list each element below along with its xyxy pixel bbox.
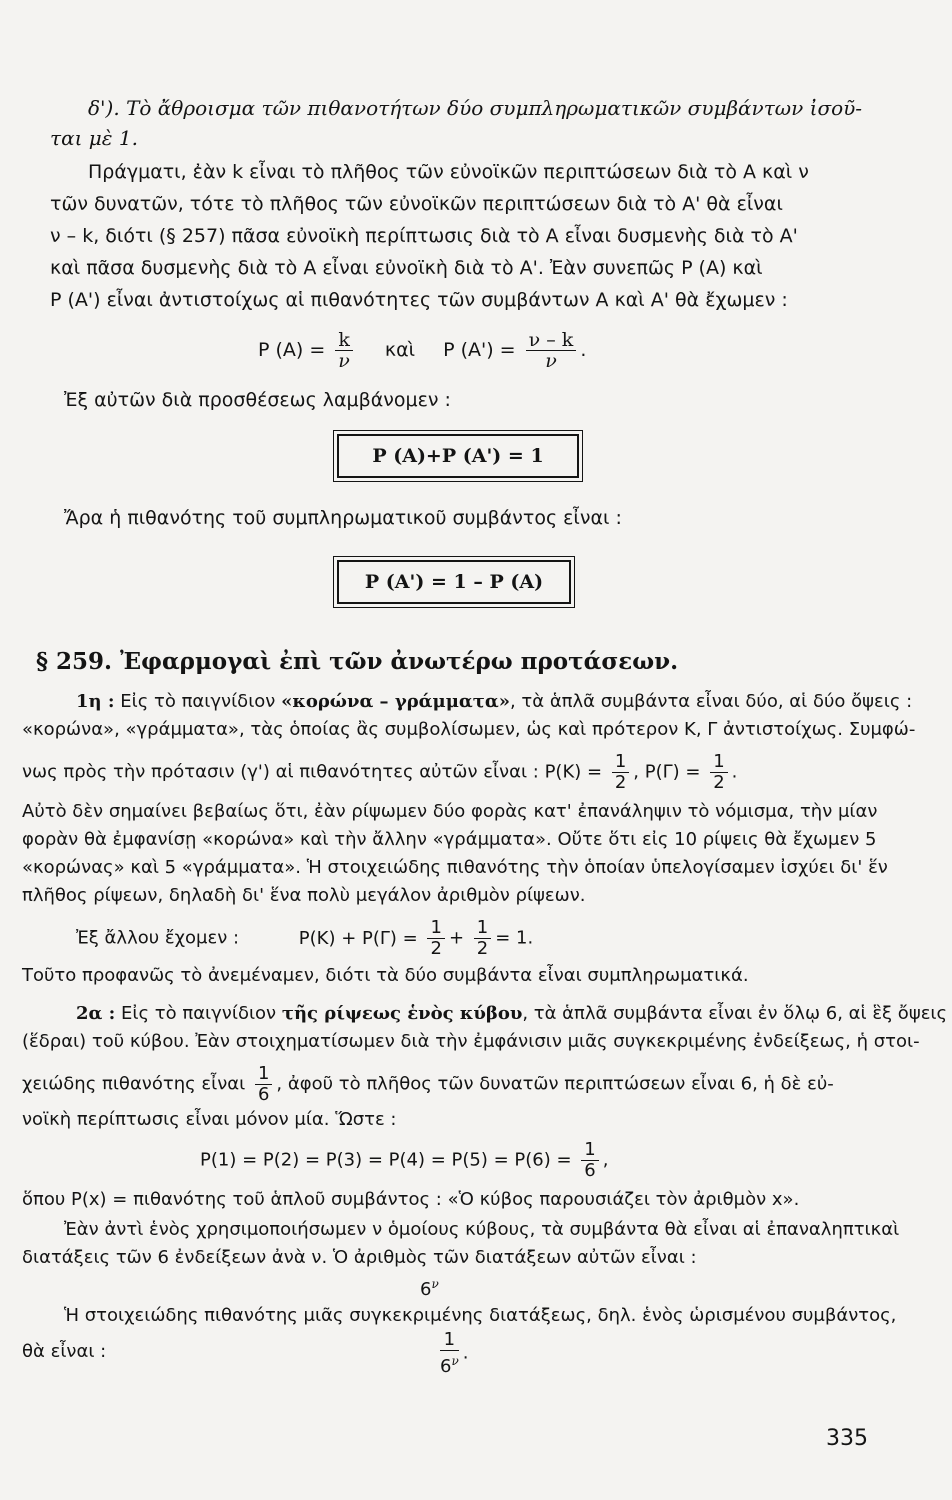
app2-text: Εἰς τὸ παιγνίδιον <box>121 1003 277 1024</box>
app2-line-6: Ἐὰν ἀντὶ ἑνὸς χρησιμοποιήσωμεν ν ὁμοίους κύβους, τὰ συμβάντα θὰ εἶναι αἱ ἐπαναληπτικαὶ <box>64 1219 900 1240</box>
frac-den <box>440 1351 459 1377</box>
app2-line-1 <box>76 1002 947 1026</box>
frac-den: ν <box>545 350 557 372</box>
page-number: 335 <box>826 1426 868 1451</box>
frac-num: 1 <box>710 752 727 773</box>
app1-line-2: «κορώνα», «γράμματα», τὰς ὁποίας ἂς συμβολίσωμεν, ὡς καὶ πρότερον Κ, Γ ἀντιστοίχως. Συμφώ- <box>22 719 916 740</box>
app1-number: 1η : <box>76 691 115 712</box>
app1-text: . <box>731 761 738 783</box>
fraction-one-half <box>427 918 444 959</box>
equation-pa <box>258 330 586 371</box>
frac-num: 1 <box>440 1330 459 1351</box>
app1-line-4: Αὐτὸ δὲν σημαίνει βεβαίως ὅτι, ἐὰν ρίψωμεν δύο φορὰς κατ' ἐπανάληψιν τὸ νόμισμα, τὴν μίαν <box>22 801 878 822</box>
fraction-nu-minus-k <box>526 330 577 371</box>
frac-den: 6 <box>584 1160 596 1181</box>
app2-text: , ἀφοῦ τὸ πλῆθος τῶν δυνατῶν περιπτώσεων εἶναι 6, ἡ δὲ εὐ- <box>276 1073 834 1095</box>
conclusion-line: Ἄρα ἡ πιθανότης τοῦ συμπληρωματικοῦ συμβάντος εἶναι : <box>64 507 622 529</box>
dice-eq-text: P(1) = P(2) = P(3) = P(4) = P(5) = P(6) = <box>200 1149 572 1171</box>
app1-text: = 1. <box>495 927 534 949</box>
app1-text: + <box>448 927 465 949</box>
eq-and: καὶ <box>384 339 416 361</box>
power-exponent: ν <box>431 1277 439 1291</box>
app2-line-7: διατάξεις τῶν 6 ἐνδείξεων ἀνὰ ν. Ὁ ἀριθμὸς τῶν διατάξεων αὐτῶν εἶναι : <box>22 1247 697 1268</box>
app1-line-7: πλῆθος ρίψεων, δηλαδὴ δι' ἕνα πολὺ μεγάλον ἀριθμὸν ρίψεων. <box>22 885 586 906</box>
frac-den: 2 <box>476 938 489 959</box>
app1-text: P(K) + P(Γ) = <box>298 927 418 949</box>
dice-eq-end: , <box>602 1149 609 1171</box>
power-base: 6 <box>420 1279 432 1300</box>
fraction-one-over-six-nu <box>436 1330 468 1377</box>
frac-den: 2 <box>614 772 627 793</box>
app1-text: Ἐξ ἄλλου ἔχομεν : <box>76 927 240 949</box>
app1-text: , τὰ ἁπλᾶ συμβάντα εἶναι δύο, αἱ δύο ὄψεις : <box>509 691 913 712</box>
frac-num: ν – k <box>526 330 577 351</box>
app1-line-5: φορὰν θὰ ἐμφανίσῃ «κορώνα» καὶ τὴν ἄλλην «γράμματα». Οὔτε ὅτι εἰς 10 ρίψεις θὰ ἔχωμεν 5 <box>22 829 877 850</box>
boxed-formula-complement: P (A') = 1 – P (A) <box>337 560 571 604</box>
app1-line-8 <box>76 918 533 959</box>
item-d-label: δ'). <box>88 96 120 120</box>
proof-line-4: καὶ πᾶσα δυσμενὴς διὰ τὸ Α εἶναι εὐνοϊκὴ διὰ τὸ Α'. Ἐὰν συνεπῶς P (A) καὶ <box>50 257 763 279</box>
proof-line-2: τῶν δυνατῶν, τότε τὸ πλῆθος τῶν εὐνοϊκῶν περιπτώσεων διὰ τὸ Α' θὰ εἶναι <box>50 193 783 215</box>
power-six-nu <box>420 1272 439 1302</box>
final-end: . <box>462 1342 469 1364</box>
frac-num: 1 <box>255 1064 272 1085</box>
eq-pa-left: P (A) = <box>258 339 326 361</box>
item-d-line1 <box>88 96 862 120</box>
eq-pa-prime-left: P (A') = <box>443 339 516 361</box>
app2-line-5: ὅπου P(x) = πιθανότης τοῦ ἁπλοῦ συμβάντος : «Ὁ κύβος παρουσιάζει τὸν ἀριθμὸν x». <box>22 1189 800 1210</box>
proof-line-5: P (A') εἶναι ἀντιστοίχως αἱ πιθανότητες τῶν συμβάντων Α καὶ Α' θὰ ἔχωμεν : <box>50 289 788 311</box>
app1-text: Εἰς τὸ παιγνίδιον <box>120 691 276 712</box>
app1-line-9: Τοῦτο προφανῶς τὸ ἀνεμέναμεν, διότι τὰ δύο συμβάντα εἶναι συμπληρωματικά. <box>22 965 749 986</box>
fraction-k-over-nu <box>335 330 353 371</box>
app1-line-3 <box>22 752 737 793</box>
app2-text: χειώδης πιθανότης εἶναι <box>22 1073 246 1095</box>
frac-den: 6 <box>257 1084 270 1105</box>
app2-game-name: τῆς ρίψεως ἑνὸς κύβου <box>281 1003 523 1024</box>
fraction-one-half <box>612 752 629 793</box>
app2-line-2: (ἕδραι) τοῦ κύβου. Ἐὰν στοιχηματίσωμεν διὰ τὴν ἐμφάνισιν μιᾶς συγκεκριμένης ἐνδείξεως, ἡ στοι- <box>22 1031 920 1052</box>
app2-dice-equation <box>200 1140 608 1181</box>
fraction-one-half <box>710 752 727 793</box>
sum-intro: Ἐξ αὐτῶν διὰ προσθέσεως λαμβάνομεν : <box>64 389 451 411</box>
eq-end: . <box>580 339 587 361</box>
app2-text: , τὰ ἁπλᾶ συμβάντα εἶναι ἐν ὅλῳ 6, αἱ ἓξ ὄψεις <box>522 1003 948 1024</box>
item-d-line2: ται μὲ 1. <box>50 126 138 150</box>
proof-line-3: ν – k, διότι (§ 257) πᾶσα εὐνοϊκὴ περίπτωσις διὰ τὸ Α εἶναι δυσμενὴς διὰ τὸ Α' <box>50 225 798 247</box>
app1-text: νως πρὸς τὴν πρότασιν (γ') αἱ πιθανότητες αὐτῶν εἶναι : P(K) = <box>22 761 603 783</box>
frac-num: 1 <box>612 752 629 773</box>
boxed-formula-sum: P (A)+P (A') = 1 <box>337 434 579 478</box>
fraction-one-sixth <box>581 1140 598 1181</box>
item-d-title: Τὸ ἄθροισμα τῶν πιθανοτήτων δύο συμπληρωματικῶν συμβάντων ἰσοῦ- <box>126 96 863 120</box>
app1-game-name: «κορώνα – γράμματα» <box>281 691 510 712</box>
app1-text: , P(Γ) = <box>633 761 701 783</box>
app2-line-8: Ἡ στοιχειώδης πιθανότης μιᾶς συγκεκριμένης διατάξεως, δηλ. ἑνὸς ὡρισμένου συμβάντος, <box>64 1305 897 1326</box>
fraction-one-half <box>474 918 491 959</box>
section-heading: § 259. Ἐφαρμογαὶ ἐπὶ τῶν ἀνωτέρω προτάσεων. <box>36 648 679 675</box>
frac-den: ν <box>338 350 350 372</box>
frac-num: k <box>335 330 353 351</box>
power-base: 6 <box>440 1356 452 1377</box>
app2-number: 2α : <box>76 1003 116 1024</box>
app2-line-4: νοϊκὴ περίπτωσις εἶναι μόνον μία. Ὥστε : <box>22 1109 397 1130</box>
frac-num: 1 <box>581 1140 598 1161</box>
fraction-one-sixth <box>255 1064 272 1105</box>
frac-num: 1 <box>427 918 444 939</box>
frac-den: 2 <box>430 938 442 959</box>
app1-line-6: «κορώνας» καὶ 5 «γράμματα». Ἡ στοιχειώδης πιθανότης τὴν ὁποίαν ὑπελογίσαμεν ἰσχύει δι' ἕν <box>22 857 888 878</box>
frac-num: 1 <box>474 918 491 939</box>
app2-line-9: θὰ εἶναι : <box>22 1341 107 1362</box>
frac-den: 2 <box>713 772 725 793</box>
app2-line-3 <box>22 1064 834 1105</box>
fraction-final <box>440 1330 459 1377</box>
power-exponent: ν <box>451 1354 459 1368</box>
proof-line-1: Πράγματι, ἐὰν k εἶναι τὸ πλῆθος τῶν εὐνοϊκῶν περιπτώσεων διὰ τὸ Α καὶ ν <box>88 161 809 183</box>
app1-line-1 <box>76 690 912 714</box>
